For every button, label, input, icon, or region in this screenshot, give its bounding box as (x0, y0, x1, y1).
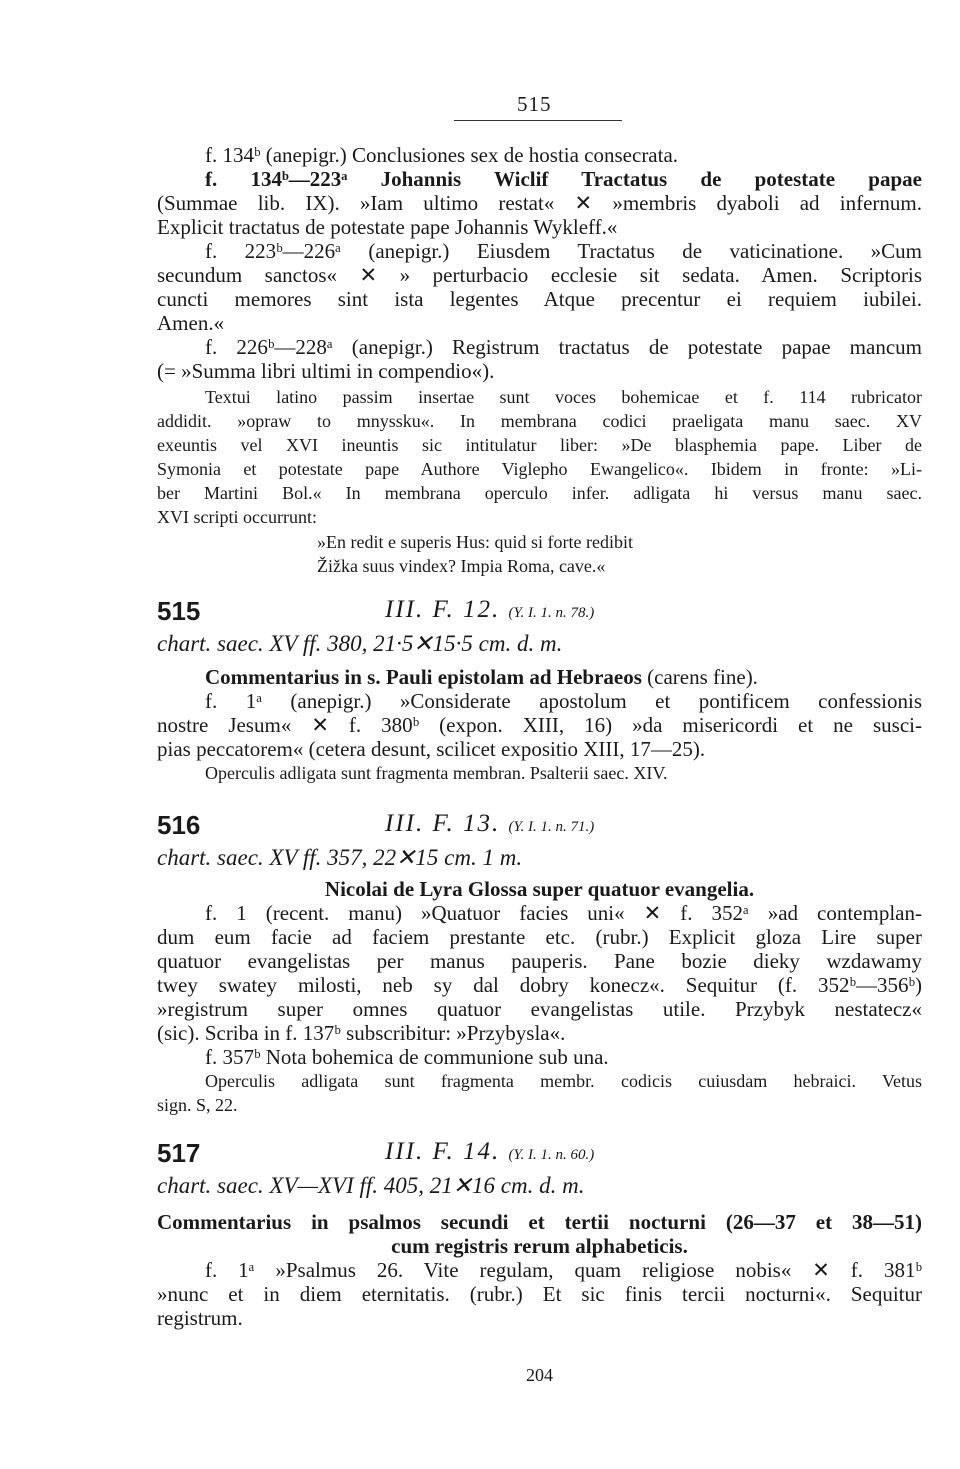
note-line: Symonia et potestate pape Authore Viglepho Ewangelico«. Ibidem in fronte: »Li- (157, 459, 922, 479)
text-line: f. 1 (recent. manu) »Quatuor facies uni« ✕ f. 352ᵃ »ad contemplan- (205, 901, 922, 925)
header-rule (454, 120, 622, 121)
text-line: (sic). Scriba in f. 137ᵇ subscribitur: »Przybysla«. (157, 1021, 566, 1045)
text-line: quatuor evangelistas per manus pauperis. Pane bozie dieky wzdawamy (157, 949, 922, 973)
text-line: Explicit tractatus de potestate pape Johannis Wykleff.« (157, 215, 618, 239)
note-line: addidit. »opraw to mnyssku«. In membrana codici praeligata manu saec. XV (157, 411, 922, 431)
physical-description: chart. saec. XV ff. 357, 22✕15 cm. 1 m. (157, 845, 523, 870)
verse-line: Žižka suus vindex? Impia Roma, cave.« (317, 556, 606, 576)
physical-description: chart. saec. XV ff. 380, 21·5✕15·5 cm. d. m. (157, 631, 563, 656)
text-line: f. 1ᵃ »Psalmus 26. Vite regulam, quam religiose nobis« ✕ f. 381ᵇ (205, 1258, 922, 1282)
note-line: exeuntis vel XVI ineuntis sic intitulatur liber: »De blasphemia pape. Liber de (157, 435, 922, 455)
text-line: f. 223ᵇ—226ᵃ (anepigr.) Eiusdem Tractatus de vaticinatione. »Cum (205, 239, 922, 263)
entry-body (157, 665, 922, 785)
text-line: cuncti memores sint ista legentes Atque precentur ei requiem iubilei. (157, 287, 922, 311)
text-line: twey swatey milosti, neb sy dal dobry konecz«. Sequitur (f. 352ᵇ—356ᵇ) (157, 973, 922, 997)
note-line: XVI scripti occurrunt: (157, 507, 317, 527)
entry-body (157, 1210, 922, 1330)
shelfmark (385, 596, 594, 624)
entry-title: cum registris rerum alphabeticis. (391, 1234, 688, 1258)
note-line: ber Martini Bol.« In membrana operculo infer. adligata hi versus manu saec. (157, 483, 922, 503)
text-line: f. 357ᵇ Nota bohemica de communione sub una. (205, 1045, 609, 1069)
old-signature: (Y. I. 1. n. 60.) (508, 1147, 595, 1163)
prev-entry-notes (157, 385, 922, 529)
shelfmark (385, 810, 594, 838)
signature: III. F. 14. (385, 1138, 501, 1165)
entry-title: Commentarius in s. Pauli epistolam ad Hebraeos (205, 665, 642, 689)
text-line: f. 134ᵇ—223ᵃ Johannis Wiclif Tractatus de potestate papae (205, 167, 922, 191)
entry-body (157, 877, 922, 1117)
text-line: f. 1ᵃ (anepigr.) »Considerate apostolum et pontificem confessionis (205, 689, 922, 713)
running-header (157, 90, 922, 124)
entry-number: 515 (157, 596, 201, 626)
entry-title-note: (carens fine). (641, 665, 758, 689)
note-line: Operculis adligata sunt fragmenta membran. Psalterii saec. XIV. (205, 763, 668, 783)
text-line: (= »Summa libri ultimi in compendio«). (157, 359, 495, 383)
text-line: registrum. (157, 1306, 243, 1330)
entry-title: Nicolai de Lyra Glossa super quatuor evangelia. (324, 877, 755, 901)
text-line: pias peccatorem« (cetera desunt, scilicet expositio XIII, 17—25). (157, 737, 706, 761)
entry-title-line (157, 665, 922, 689)
page-number: 515 (517, 92, 552, 116)
text-line: »nunc et in diem eternitatis. (rubr.) Et sic finis tercii nocturni«. Sequitur (157, 1282, 922, 1306)
text-line: nostre Jesum« ✕ f. 380ᵇ (expon. XIII, 16) »da misericordi et ne susci- (157, 713, 922, 737)
text-line: (Summae lib. IX). »Iam ultimo restat« ✕ »membris dyaboli ad infernum. (157, 191, 922, 215)
folio-number: 204 (526, 1365, 553, 1385)
entry-title: Commentarius in psalmos secundi et tertii nocturni (26—37 et 38—51) (157, 1210, 922, 1234)
text-line: secundum sanctos« ✕ » perturbacio ecclesie sit sedata. Amen. Scriptoris (157, 263, 922, 287)
text-line: dum eum facie ad faciem prestante etc. (rubr.) Explicit gloza Lire super (157, 925, 922, 949)
entry-heading (157, 1138, 922, 1170)
note-line: Textui latino passim insertae sunt voces bohemicae et f. 114 rubricator (205, 387, 922, 407)
signature: III. F. 13. (385, 810, 501, 837)
shelfmark (385, 1138, 594, 1166)
signature: III. F. 12. (385, 596, 501, 623)
entry-heading (157, 596, 922, 628)
entry-number: 517 (157, 1138, 201, 1168)
text-line: f. 226ᵇ—228ᵃ (anepigr.) Registrum tractatus de potestate papae mancum (205, 335, 922, 359)
note-line: sign. S, 22. (157, 1095, 238, 1115)
verse-line: »En redit e superis Hus: quid si forte redibit (317, 532, 633, 552)
text-line: f. 134ᵇ (anepigr.) Conclusiones sex de hostia consecrata. (205, 143, 679, 167)
entry-number: 516 (157, 810, 201, 840)
old-signature: (Y. I. 1. n. 78.) (508, 605, 595, 621)
physical-description: chart. saec. XV—XVI ff. 405, 21✕16 cm. d. m. (157, 1173, 585, 1198)
verse (317, 530, 837, 578)
text-line: Amen.« (157, 311, 225, 335)
text-line: »registrum super omnes quatuor evangelistas utile. Przybyk nestatecz« (157, 997, 922, 1021)
note-line: Operculis adligata sunt fragmenta membr. codicis cuiusdam hebraici. Vetus (205, 1071, 922, 1091)
entry-heading (157, 810, 922, 842)
old-signature: (Y. I. 1. n. 71.) (508, 819, 595, 835)
prev-entry-body (157, 143, 922, 383)
